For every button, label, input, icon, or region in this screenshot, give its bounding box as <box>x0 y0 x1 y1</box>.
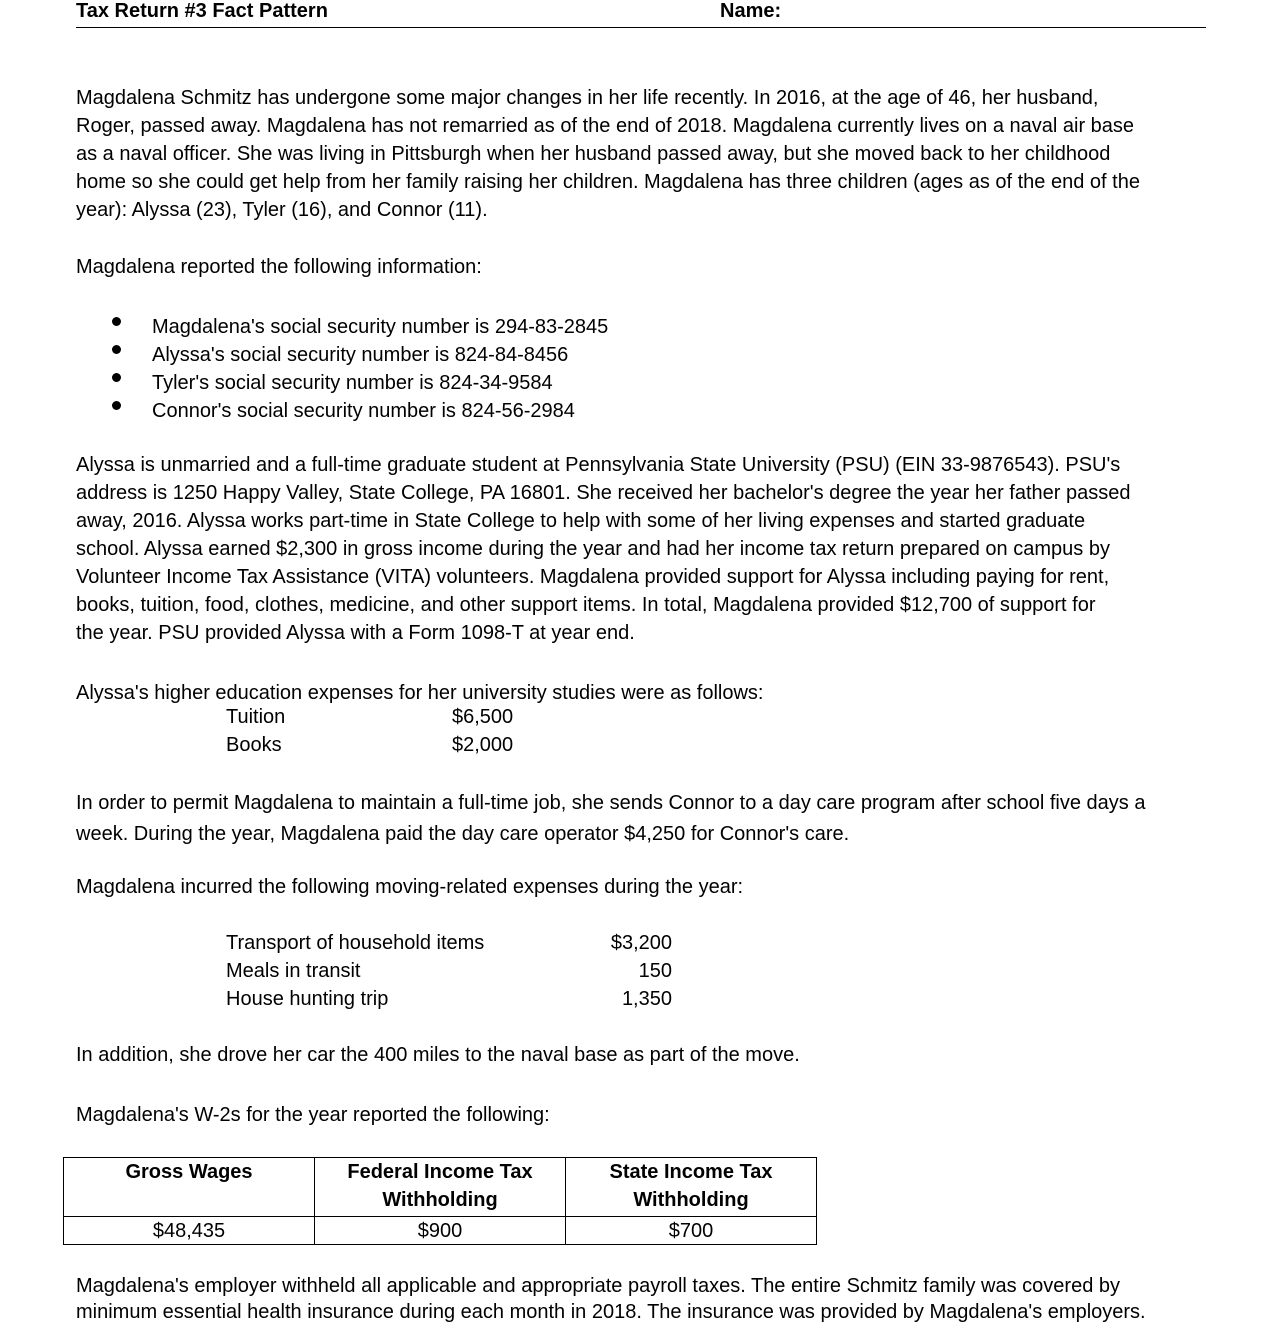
w2-federal-value: $900 <box>315 1217 566 1245</box>
header-divider <box>76 27 1206 28</box>
list-item <box>112 341 608 369</box>
daycare-line: In order to permit Magdalena to maintain a full-time job, she sends Connor to a day care program after school five days a <box>76 792 1146 814</box>
intro-line: Roger, passed away. Magdalena has not remarried as of the end of 2018. Magdalena currently lives on a naval air base <box>76 115 1135 137</box>
alyssa-line: away, 2016. Alyssa works part-time in State College to help with some of her living expenses and started graduate <box>76 510 1086 532</box>
intro-line: year): Alyssa (23), Tyler (16), and Connor (11). <box>76 199 488 221</box>
bullet-icon <box>112 317 121 326</box>
moving-item-label: Meals in transit <box>226 960 361 982</box>
moving-intro: Magdalena incurred the following moving-related expenses during the year: <box>76 876 744 898</box>
w2-state-value: $700 <box>566 1217 817 1245</box>
bullet-icon <box>112 345 121 354</box>
w2-header-federal <box>315 1158 566 1217</box>
intro-line: Magdalena Schmitz has undergone some major changes in her life recently. In 2016, at the age of 46, her husband, <box>76 87 1099 109</box>
alyssa-line: Volunteer Income Tax Assistance (VITA) volunteers. Magdalena provided support for Alyssa including paying for rent, <box>76 566 1110 588</box>
ssn-text: Tyler's social security number is 824-34-9584 <box>152 372 553 394</box>
w2-intro: Magdalena's W-2s for the year reported the following: <box>76 1104 550 1126</box>
alyssa-line: address is 1250 Happy Valley, State College, PA 16801. She received her bachelor's degree the year her father passed <box>76 482 1131 504</box>
table-header-row <box>64 1158 817 1217</box>
reported-intro: Magdalena reported the following information: <box>76 256 482 278</box>
alyssa-line: books, tuition, food, clothes, medicine, and other support items. In total, Magdalena provided $12,700 of support for <box>76 594 1096 616</box>
ssn-text: Magdalena's social security number is 294-83-2845 <box>152 316 609 338</box>
moving-item-amount: 150 <box>638 960 672 982</box>
list-item <box>112 397 608 425</box>
alyssa-line: school. Alyssa earned $2,300 in gross income during the year and had her income tax return prepared on campus by <box>76 538 1110 560</box>
ssn-text: Connor's social security number is 824-56-2984 <box>152 400 575 422</box>
moving-item-amount: 1,350 <box>621 988 672 1010</box>
bullet-icon <box>112 373 121 382</box>
header-line: Withholding <box>633 1189 749 1211</box>
moving-item-label: House hunting trip <box>226 988 389 1010</box>
document-title: Tax Return #3 Fact Pattern <box>76 0 328 22</box>
ssn-bullet-list <box>112 313 608 425</box>
alyssa-paragraph <box>76 451 1210 647</box>
w2-header-state <box>566 1158 817 1217</box>
w2-table <box>63 1157 817 1245</box>
ssn-text: Alyssa's social security number is 824-84-8456 <box>152 344 569 366</box>
closing-line: Magdalena's employer withheld all applicable and appropriate payroll taxes. The entire Schmitz family was covered by <box>76 1275 1120 1297</box>
drive-note: In addition, she drove her car the 400 miles to the naval base as part of the move. <box>76 1044 800 1066</box>
list-item <box>112 313 608 341</box>
w2-gross-wages-value: $48,435 <box>64 1217 315 1245</box>
alyssa-line: the year. PSU provided Alyssa with a Form 1098-T at year end. <box>76 622 635 644</box>
intro-line: home so she could get help from her family raising her children. Magdalena has three children (ages as of the end of the <box>76 171 1140 193</box>
moving-item-amount: $3,200 <box>610 932 672 954</box>
table-row <box>64 1217 817 1245</box>
header-line: Federal Income Tax <box>347 1161 533 1183</box>
daycare-paragraph <box>76 789 1210 848</box>
w2-header-gross-wages <box>64 1158 315 1217</box>
daycare-line: week. During the year, Magdalena paid the day care operator $4,250 for Connor's care. <box>76 823 850 845</box>
intro-paragraph <box>76 84 1210 224</box>
education-item-amount: $6,500 <box>452 706 514 728</box>
education-item-label: Tuition <box>226 706 286 728</box>
list-item <box>112 369 608 397</box>
education-intro: Alyssa's higher education expenses for her university studies were as follows: <box>76 682 764 704</box>
education-item-amount: $2,000 <box>452 734 514 756</box>
header-line: State Income Tax <box>609 1161 773 1183</box>
education-item-label: Books <box>226 734 282 756</box>
header-line: Withholding <box>382 1189 498 1211</box>
bullet-icon <box>112 401 121 410</box>
moving-item-label: Transport of household items <box>226 932 485 954</box>
name-label: Name: <box>720 0 782 22</box>
header-line: Gross Wages <box>125 1161 253 1183</box>
intro-line: as a naval officer. She was living in Pittsburgh when her husband passed away, but she moved back to her childhood <box>76 143 1111 165</box>
closing-line: minimum essential health insurance during each month in 2018. The insurance was provided by Magdalena's employers. <box>76 1301 1146 1323</box>
alyssa-line: Alyssa is unmarried and a full-time graduate student at Pennsylvania State University (PSU) (EIN 33-9876543). PSU's <box>76 454 1121 476</box>
closing-paragraph <box>76 1273 1210 1325</box>
